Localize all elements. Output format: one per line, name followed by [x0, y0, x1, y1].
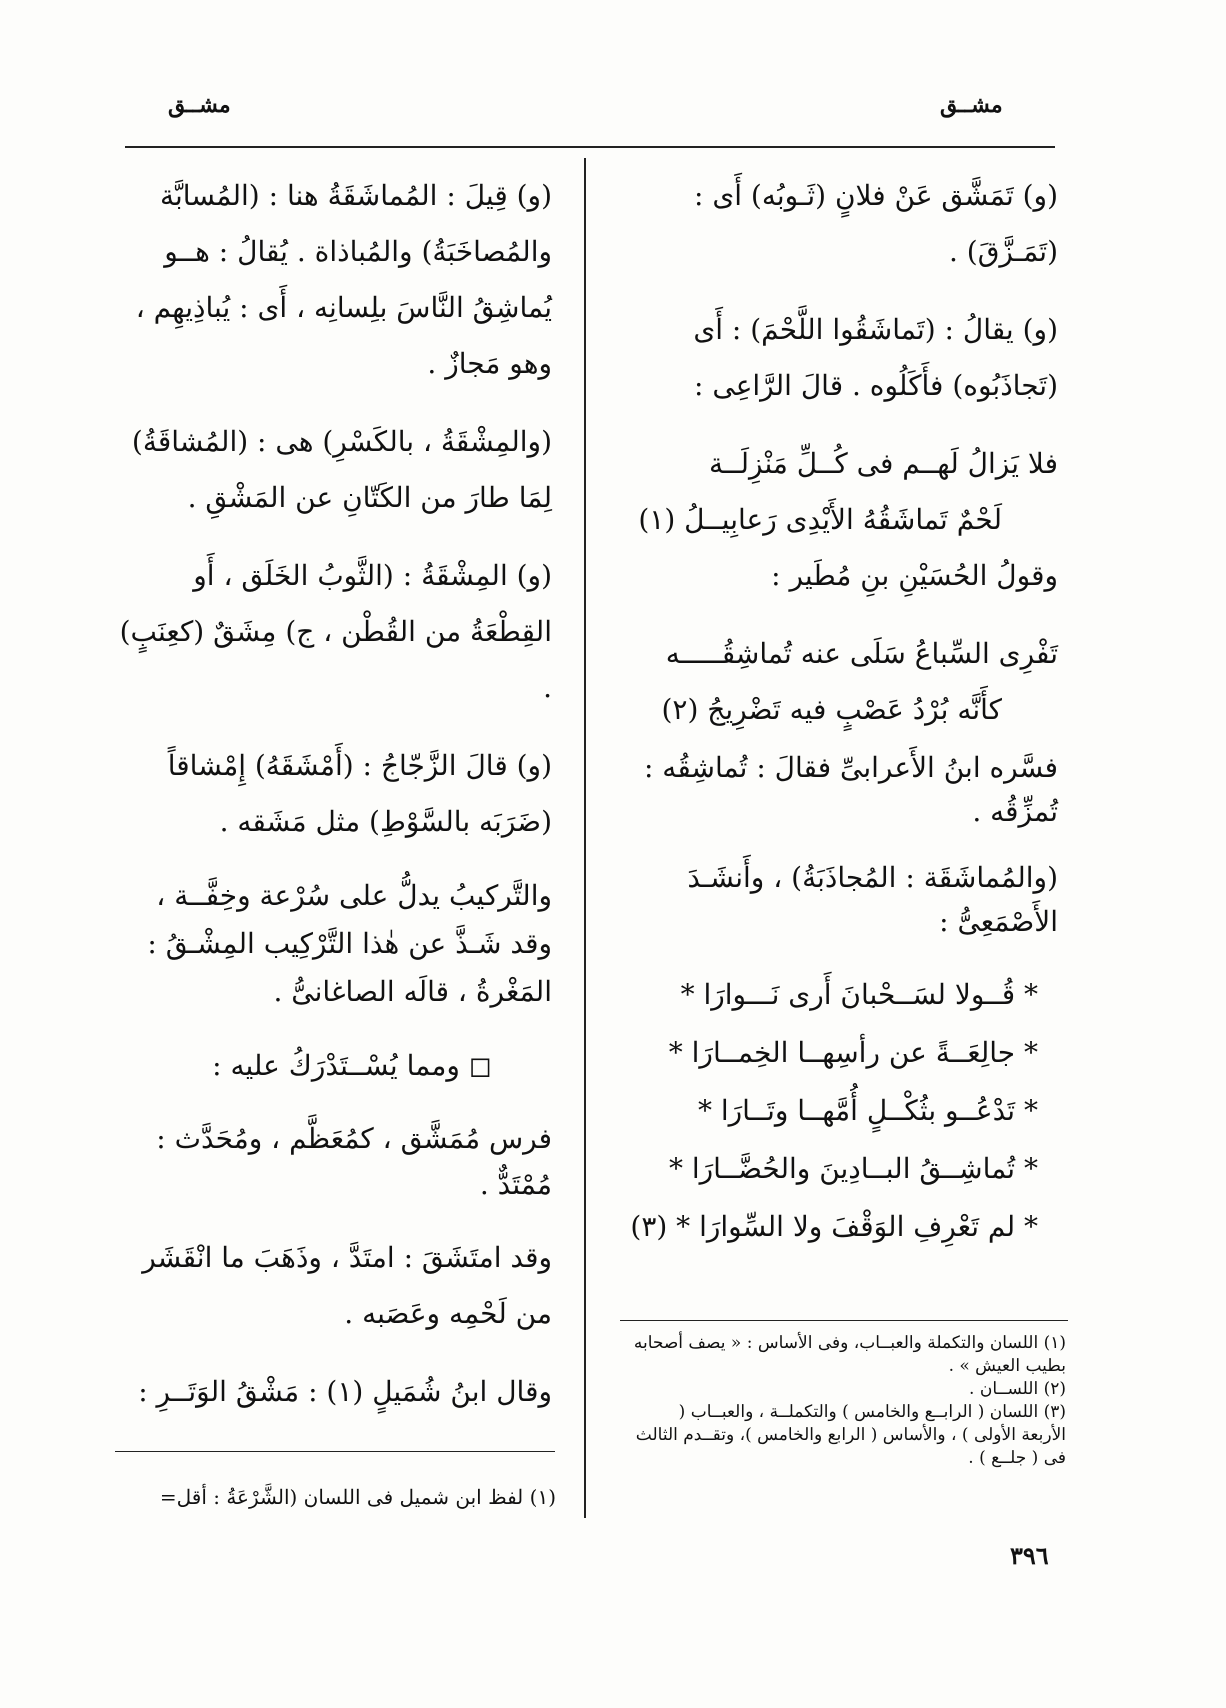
entry-paragraph: وقال ابنُ شُمَيلٍ (١) : مَشْقُ الوَتَــرِ :: [138, 1375, 552, 1408]
rajaz-line: * لم تَعْرِفِ الوَقْفَ ولا السِّوارَا * (٣): [630, 1210, 1038, 1243]
verse-line: تَفْرِى السِّباعُ سَلَى عنه تُماشِقُـــــه: [665, 637, 1058, 670]
entry-paragraph: (و) يقالُ : (تَماشَقُوا اللَّحْمَ) : أَى (تَجاذَبُوه) فأَكَلُوه . قالَ الرَّاعِى :: [693, 313, 1058, 402]
verse-line: كأَنَّه بُرْدُ عَصْبٍ فيه تَضْرِيجُ (٢): [661, 693, 1002, 726]
entry-paragraph: (و) المِشْقَةُ : (الثَّوبُ الخَلَق ، أَو القِطْعَةُ من القُطْن ، ج) مِشَقٌ (كعِنَبٍ) .: [119, 559, 552, 704]
entry-paragraph: (والمِشْقَةُ ، بالكَسْرِ) هى : (المُشاقَةُ) لِمَا طارَ من الكَتّانِ عن المَشْقِ .: [131, 425, 552, 514]
header-rule: [125, 146, 1055, 148]
verse-line: لَحْمٌ تَماشَقُهُ الأَيْدِى رَعابِيــلُ (١): [638, 503, 1002, 536]
entry-paragraph: فرس مُمَشَّق ، كمُعَظَّم ، ومُحَدَّث : مُمْتَدٌّ .: [156, 1122, 552, 1201]
entry-paragraph: والتَّركيبُ يدلُّ على سُرْعة وخِفَّــة ، وقد شَـذَّ عن هٰذا التَّرْكِيب المِشْـقُ : المَغْرةُ ، قالَه الصاغانىُّ .: [147, 879, 552, 1008]
entry-paragraph: (والمُماشَقَة : المُجاذَبَةُ) ، وأَنشَـدَ الأَصْمَعِىُّ :: [687, 861, 1058, 938]
verse-line: فلا يَزالُ لَهــم فى كُــلِّ مَنْزِلَــة: [709, 447, 1058, 480]
footnote: (١) لفظ ابن شميل فى اللسان (الشَّرْعَةُ : أقل=: [159, 1485, 556, 1509]
entry-paragraph: وقولُ الحُسَيْنِ بنِ مُطَير :: [771, 559, 1058, 592]
rajaz-line: * جالِعَــةً عن رأسِهــا الخِمــارَا *: [668, 1036, 1038, 1069]
footnote: (١) اللسان والتكملة والعبــاب، وفى الأساس : « يصف أصحابه بطيب العيش » .: [633, 1333, 1066, 1376]
right-footnotes: [630, 1332, 1066, 1470]
page-number: ٣٩٦: [1010, 1541, 1049, 1570]
running-head-left: مشــق: [168, 92, 231, 118]
section-heading: ◻ ومما يُسْــتَدْرَكُ عليه :: [212, 1049, 492, 1082]
entry-paragraph: وقد امتَشَقَ : امتَدَّ ، وذَهَبَ ما انْقَشَر من لَحْمِه وعَصَبه .: [142, 1241, 552, 1330]
rajaz-line: * تَدْعُــو بثُكْــلٍ أُمَّهــا وتَــارَا *: [697, 1094, 1038, 1127]
running-head-right: مشــق: [940, 92, 1003, 118]
rajaz-line: * قُــولا لسَــحْبانَ أَرى نَـــوارَا *: [680, 978, 1038, 1011]
footnote: (٢) اللســان .: [969, 1379, 1066, 1399]
footnote-rule: [620, 1320, 1068, 1321]
left-footnote: [112, 1486, 556, 1509]
footnote: (٣) اللسان ( الرابــع والخامس ) والتكملــة ، والعبــاب ( الأربعة الأولى ) ، والأساس ( الرابع والخامس )، وتقــدم الثالث فى ( جلــع ) .: [635, 1402, 1066, 1468]
column-divider: [584, 158, 586, 1518]
entry-paragraph: (و) قِيلَ : المُماشَقَةُ هنا : (المُسابَّة والمُصاخَبَةُ) والمُباذاة . يُقالُ : هــو يُماشِقُ النَّاسَ بلِسانِه ، أَى : يُباذِيهِم ، وهو مَجازٌ .: [135, 179, 552, 380]
entry-paragraph: (و) تَمَشَّق عَنْ فلانٍ (ثَـوبُه) أَى : (تَمَـزَّقَ) .: [694, 179, 1058, 268]
rajaz-line: * تُماشِــقُ البــادِينَ والحُضَّــارَا *: [668, 1152, 1038, 1185]
left-column: [115, 168, 552, 1442]
right-column: [620, 168, 1058, 1256]
footnote-rule: [115, 1451, 555, 1452]
entry-paragraph: فسَّره ابنُ الأَعرابىِّ فقالَ : تُماشِقُه : تُمزِّقُه .: [643, 751, 1058, 828]
entry-paragraph: (و) قالَ الزَّجّاجُ : (أَمْشَقَهُ) إِمْشاقاً (ضَرَبَه بالسَّوْطِ) مثل مَشَقه .: [167, 749, 552, 838]
